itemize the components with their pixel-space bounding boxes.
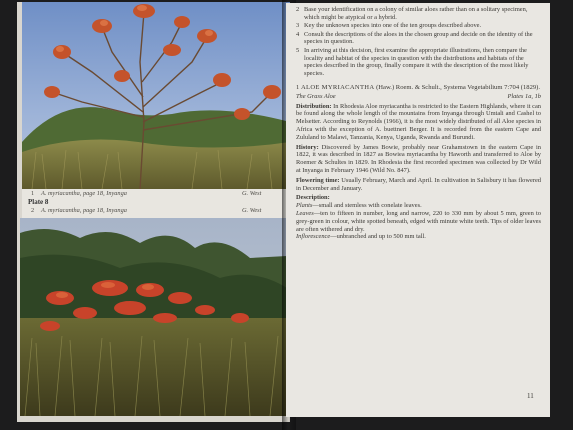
caption-bottom-credit: G. West [242, 207, 262, 214]
step-text: Base your identification on a colony of similar aloes rather than on a solitary specimen, which might be atypical or a hybrid. [304, 6, 528, 21]
step-text: Consult the descriptions of the aloes in the chosen group and decide on the identity of the species in question. [304, 30, 533, 46]
identification-steps [296, 6, 541, 78]
description-item-text: —ten to fifteen in number, long and narrow, 220 to 330 mm by about 5 mm, green to grey-green in colour, white spotted beneath, edged with minute white teeth. Tips of older leaves are often withered and dry. [296, 209, 541, 233]
history-text: Discovered by James Bowie, probably near Grahamstown in the eastern Cape in 1822, it was described in 1827 as Bowiea myriacantha by Haworth and transferred to Aloe by Roemer & Schultes in 1829. In Rhodesia the first recorded specimen was collected by Dr Wild at Inyanga in February 1946 (Wild No. 847). [296, 143, 541, 174]
step-item [296, 6, 541, 22]
description-label: Description: [296, 194, 330, 202]
history-label: History: [296, 143, 319, 151]
species-number: 1 [296, 83, 300, 91]
step-number: 4 [296, 30, 300, 38]
species-common-name: The Grass Aloe [296, 92, 336, 100]
distribution-text: In Rhodesia Aloe myriacantha is restricted to the Eastern Highlands, where it can be found along the whole length of the mountains from Inyanga through Umtali and Cashel to Melsetter. According to Reynolds (1966), it is the most widely distributed of all Aloe species in Africa with the exception of A. buettneri Berger. It is recorded from the eastern Cape and Zululand to Malawi, Tanzania, Kenya, Uganda, Rwanda and Burundi. [296, 102, 541, 141]
caption-top-credit: G. West [242, 190, 262, 197]
flowering-text: Usually February, March and April. In cultivation in Salisbury it has flowered in December and January. [296, 176, 541, 192]
step-text: Key the unknown species into one of the ten groups described above. [304, 22, 482, 30]
description-item-label: Leaves [296, 209, 314, 217]
description-item-text: —unbranched and up to 500 mm tall. [330, 233, 426, 241]
aloe-colony-photo [20, 218, 287, 416]
step-number: 5 [296, 46, 300, 54]
description-inflorescence [296, 233, 541, 241]
flowering-label: Flowering time: [296, 176, 340, 184]
step-item [296, 22, 541, 30]
caption-bottom-text: A. myriacantha, page 18, Inyanga [41, 207, 127, 214]
species-subheading [296, 93, 541, 101]
step-item [296, 47, 541, 78]
plate-label: Plate 8 [28, 198, 49, 206]
caption-bottom-number: 2 [31, 207, 35, 214]
species-name: ALOE MYRIACANTHA [300, 83, 375, 91]
description-heading [296, 194, 541, 202]
description-item-text: —small and stemless with conelate leaves. [312, 202, 422, 210]
description-plants [296, 202, 541, 210]
caption-top-number: 1 [31, 190, 35, 197]
caption-top-text: A. myriacantha, page 18, Inyanga [41, 190, 127, 197]
species-reference: Systema Vegetabilium 7:704 (1829). [443, 83, 541, 91]
step-number: 2 [296, 6, 300, 13]
step-text: In arriving at this decision, first examine the appropriate illustrations, then compare the locality and habitat of the species in question with the distributions and habitats of the species described in the group, finally compare it with the description of the most likely species. [304, 46, 529, 78]
description-item-label: Inflorescence [296, 233, 331, 241]
step-number: 3 [296, 22, 300, 30]
history-section [296, 144, 541, 175]
step-item [296, 31, 541, 47]
text-column [296, 6, 541, 241]
distribution-label: Distribution: [296, 102, 332, 110]
aloe-flower-photo [22, 2, 290, 189]
distribution-section [296, 103, 541, 142]
flowering-section [296, 177, 541, 193]
species-authority: (Haw.) Roem. & Schult., [376, 83, 442, 91]
species-plates-ref: Plates 1a, 1b [507, 92, 541, 100]
species-heading [296, 84, 541, 92]
description-leaves [296, 210, 541, 233]
page-number: 11 [527, 392, 534, 400]
description-item-label: Plants [296, 202, 313, 210]
